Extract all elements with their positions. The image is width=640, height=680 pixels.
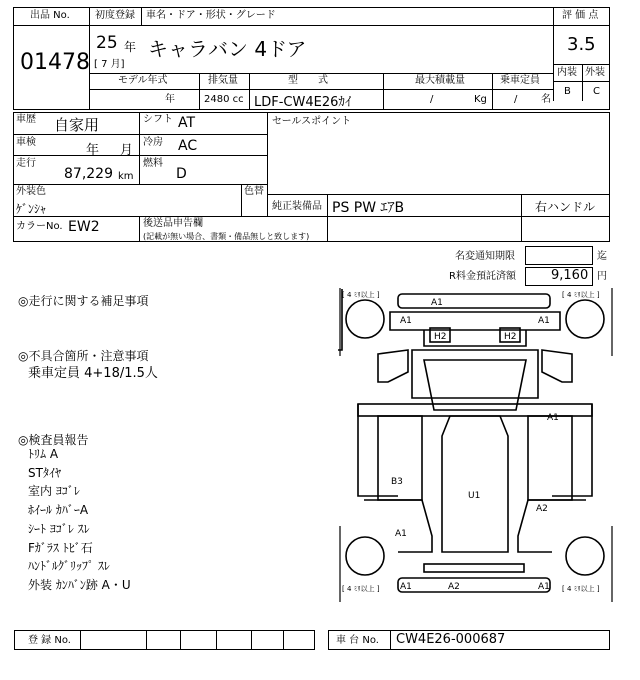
mileage-unit: km (118, 171, 134, 182)
tire-depth-rear-left: [ 4 ﾐﾘ以上 ] (342, 585, 380, 593)
damage-right-front: A1 (547, 413, 559, 423)
inspector-report-item: ﾎｲｰﾙ ｶﾊﾞｰA (28, 503, 89, 518)
defects-line: 乗車定員 4+18/1.5人 (28, 366, 158, 381)
ac-label: 冷房 (143, 137, 163, 148)
tire-depth-front-left: [ 4 ﾐﾘ以上 ] (342, 291, 380, 299)
max-load: / (430, 94, 434, 105)
defects-label: ◎不具合箇所・注意事項 (18, 349, 149, 363)
lot-no: 01478 (20, 50, 90, 75)
damage-front-bumper: A1 (431, 298, 443, 308)
vehicle-damage-diagram (338, 286, 614, 604)
color-no: EW2 (68, 219, 100, 235)
inspection-label: 車検 (16, 137, 36, 148)
tire-depth-rear-right: [ 4 ﾐﾘ以上 ] (562, 585, 600, 593)
inspector-report-item: 室内 ﾖｺﾞﾚ (28, 484, 80, 499)
inspection-month-unit: 月 (120, 143, 134, 158)
name-change-box (525, 246, 593, 265)
first-registration-month: [ 7 月] (94, 59, 125, 70)
model-year-unit: 年 (165, 94, 175, 105)
shift-label: シフト (143, 114, 173, 125)
damage-rear-left: A1 (400, 582, 412, 592)
damage-headlamp-left: H2 (434, 332, 447, 342)
overall-rating: 3.5 (567, 34, 596, 55)
inspector-report-item: STﾀｲﾔ (28, 465, 61, 480)
history-label: 車歴 (16, 114, 36, 125)
damage-hood-right: A1 (538, 316, 550, 326)
damage-roof: U1 (468, 491, 481, 501)
inspection-year-unit: 年 (86, 143, 100, 158)
type-code: LDF-CW4E26ｶｲ (254, 95, 352, 110)
model-year-label: モデル年式 (118, 75, 168, 86)
tire-depth-front-right: [ 4 ﾐﾘ以上 ] (562, 291, 600, 299)
displacement-label: 排気量 (208, 75, 238, 86)
fuel: D (176, 166, 187, 182)
recycle-fee-label: R料金預託済額 (449, 271, 516, 282)
sales-points-label: セールスポイント (272, 116, 352, 127)
damage-headlamp-right: H2 (504, 332, 517, 342)
first-registration-label: 初度登録 (95, 10, 135, 21)
interior-grade-label: 内装 (557, 67, 577, 78)
aftermarket-note: (記載が無い場合、書類・備品無しと致します) (143, 232, 310, 241)
damage-rear-bumper: A2 (448, 582, 460, 592)
name-change-unit: 迄 (597, 251, 607, 262)
inspector-report-item: Fｶﾞﾗｽ ﾄﾋﾞ石 (28, 540, 93, 555)
displacement: 2480 cc (204, 94, 244, 105)
exterior-grade: C (593, 86, 600, 97)
recycle-fee: 9,160 (551, 268, 589, 283)
lot-no-label: 出品 No. (30, 10, 70, 21)
damage-left-rear: A1 (395, 529, 407, 539)
aftermarket-label: 後送品申告欄 (143, 218, 203, 229)
equipment: PS PW ｴｱB (332, 200, 405, 216)
year-unit: 年 (124, 40, 137, 54)
max-load-unit: Kg (474, 94, 487, 105)
exterior-color: ｹﾞﾝｼｬ (16, 202, 47, 216)
recycle-fee-unit: 円 (597, 271, 607, 282)
exterior-grade-label: 外装 (585, 67, 605, 78)
damage-right-rear: A2 (536, 504, 548, 514)
interior-grade: B (564, 86, 571, 97)
capacity-unit: 名 (541, 94, 551, 105)
max-load-label: 最大積載量 (415, 75, 465, 86)
first-registration-year: 25 (96, 33, 118, 53)
capacity-label: 乗車定員 (500, 75, 540, 86)
inspector-report-item: ﾊﾝﾄﾞﾙｸﾞﾘｯﾌﾟ ｽﾚ (28, 559, 110, 574)
steering: 右ハンドル (535, 200, 596, 214)
damage-rear-right: A1 (538, 582, 550, 592)
shift: AT (178, 115, 196, 131)
inspector-report-list (28, 445, 131, 595)
exterior-color-label: 外装色 (16, 186, 46, 197)
type-label: 型 式 (288, 75, 328, 86)
model-name: キャラバン 4ドア (148, 37, 307, 61)
ac: AC (178, 138, 198, 154)
name-change-label: 名変通知期限 (455, 251, 515, 262)
damage-left-panel: B3 (391, 477, 403, 487)
model-name-label: 車名・ドア・形状・グレード (146, 10, 276, 21)
mileage-label: 走行 (16, 158, 36, 169)
inspector-report-item: 外装 ｶﾝﾊﾞﾝ跡 A・U (28, 577, 131, 592)
chassis-no: CW4E26-000687 (396, 632, 506, 647)
inspector-report-item: ﾄﾘﾑ A (28, 447, 59, 461)
inspector-report-item: ｼｰﾄ ﾖｺﾞﾚ ｽﾚ (28, 521, 90, 536)
driving-notes-label: ◎走行に関する補足事項 (18, 294, 149, 308)
history: 自家用 (54, 116, 100, 134)
registration-no-label: 登 録 No. (28, 635, 71, 646)
rating-label: 評 価 点 (562, 10, 599, 21)
color-change-label: 色替 (244, 186, 264, 197)
fuel-label: 燃料 (143, 158, 163, 169)
damage-hood-left: A1 (400, 316, 412, 326)
equipment-label: 純正装備品 (272, 201, 322, 212)
inspector-report-label: ◎検査員報告 (18, 433, 89, 447)
mileage: 87,229 (64, 166, 113, 182)
color-no-label: カラーNo. (16, 221, 63, 232)
chassis-no-label: 車 台 No. (336, 635, 379, 646)
capacity: / (514, 94, 518, 105)
